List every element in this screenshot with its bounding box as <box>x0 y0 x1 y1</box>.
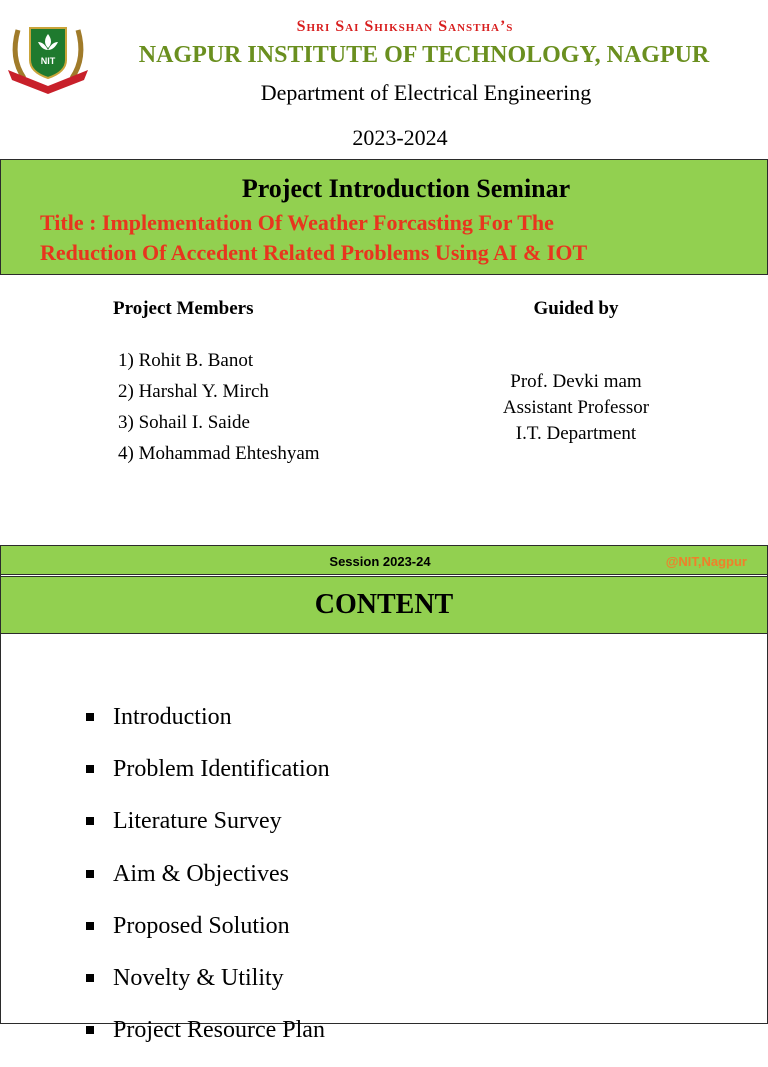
square-bullet-icon <box>86 922 94 930</box>
project-title-line-1: Title : Implementation Of Weather Forcasting For The <box>40 210 554 235</box>
svg-text:NIT: NIT <box>40 56 56 66</box>
member-item: 4) Mohammad Ehteshyam <box>118 443 320 464</box>
guide-details <box>503 369 649 447</box>
guide-designation: Assistant Professor <box>502 397 650 418</box>
project-members-list <box>118 348 320 472</box>
guide-name: Prof. Devki mam <box>510 371 642 392</box>
academic-year: 2023-2024 <box>352 125 448 150</box>
guided-by-heading: Guided by <box>533 298 619 319</box>
square-bullet-icon <box>86 765 94 773</box>
content-item-label: Proposed Solution <box>113 912 290 939</box>
session-label: Session 2023-24 <box>329 554 431 569</box>
society-name: Shri Sai Shikshan Sanstha’s <box>296 18 514 35</box>
content-item <box>86 859 330 911</box>
institute-name: NAGPUR INSTITUTE OF TECHNOLOGY, NAGPUR <box>138 42 710 68</box>
square-bullet-icon <box>86 1026 94 1034</box>
content-item <box>86 702 330 754</box>
content-heading: CONTENT <box>314 589 454 620</box>
slide-footer <box>0 545 768 575</box>
seminar-heading: Project Introduction Seminar <box>241 174 571 203</box>
project-title <box>40 208 740 268</box>
content-list <box>86 702 330 1067</box>
square-bullet-icon <box>86 974 94 982</box>
square-bullet-icon <box>86 713 94 721</box>
content-item-label: Novelty & Utility <box>113 964 284 991</box>
content-item-label: Aim & Objectives <box>113 860 289 887</box>
content-item-label: Introduction <box>113 704 232 730</box>
member-item: 3) Sohail I. Saide <box>118 412 250 433</box>
project-members-heading: Project Members <box>113 298 254 319</box>
square-bullet-icon <box>86 817 94 825</box>
content-item <box>86 754 330 806</box>
member-item: 1) Rohit B. Banot <box>118 350 254 371</box>
content-item-label: Problem Identification <box>113 756 330 783</box>
content-item <box>86 806 330 858</box>
content-item <box>86 1015 330 1067</box>
nit-handle: @NIT,Nagpur <box>665 554 747 569</box>
guide-department: I.T. Department <box>515 423 637 444</box>
content-banner <box>0 576 768 634</box>
content-item-label: Literature Survey <box>113 808 282 835</box>
content-item <box>86 963 330 1015</box>
project-title-line-2: Reduction Of Accedent Related Problems Using AI & IOT <box>40 240 588 265</box>
square-bullet-icon <box>86 870 94 878</box>
department-name: Department of Electrical Engineering <box>260 80 592 105</box>
content-item-label: Project Resource Plan <box>113 1017 325 1044</box>
content-item <box>86 911 330 963</box>
member-item: 2) Harshal Y. Mirch <box>118 381 269 402</box>
